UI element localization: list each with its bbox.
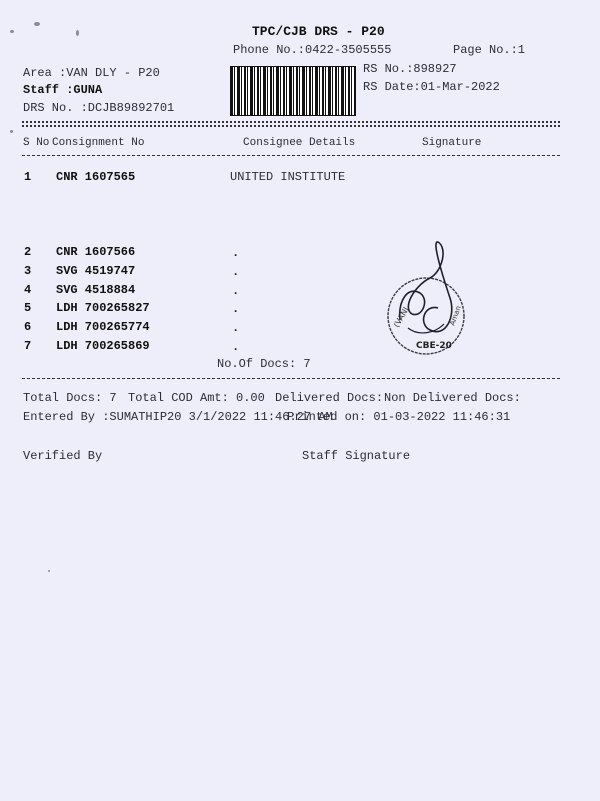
- area-label: Area :VAN DLY - P20: [23, 66, 160, 80]
- table-header-divider: [22, 155, 560, 156]
- row-3-sno: 3: [24, 264, 32, 278]
- row-4-sno: 4: [24, 283, 32, 297]
- row-1-consignment: CNR 1607565: [56, 170, 136, 184]
- total-cod-amount: Total COD Amt: 0.00: [128, 391, 265, 405]
- row-6-sno: 6: [24, 320, 32, 334]
- document-title: TPC/CJB DRS - P20: [252, 24, 385, 39]
- consignee-dot: .: [232, 302, 240, 316]
- row-7-consignment: LDH 700265869: [56, 339, 150, 353]
- stamp-text-side: Aman: [448, 304, 463, 327]
- scan-speck: [76, 30, 79, 36]
- phone-number: Phone No.:0422-3505555: [233, 43, 392, 57]
- staff-signature: Staff Signature: [302, 449, 411, 463]
- stamp-text-bottom: CBE-20: [416, 341, 452, 351]
- staff-label: Staff :GUNA: [23, 83, 103, 97]
- row-2-consignment: CNR 1607566: [56, 245, 136, 259]
- rs-number: RS No.:898927: [363, 62, 457, 76]
- delivered-docs: Delivered Docs:: [275, 391, 384, 405]
- row-7-sno: 7: [24, 339, 32, 353]
- barcode: [230, 66, 356, 116]
- row-2-sno: 2: [24, 245, 32, 259]
- consignee-dot: .: [232, 246, 240, 260]
- col-signature-header: Signature: [422, 137, 482, 149]
- table-footer-divider: [22, 378, 560, 379]
- consignee-dot: .: [232, 340, 240, 354]
- drs-number: DRS No. :DCJB89892701: [23, 101, 175, 115]
- header-divider-2: [22, 125, 560, 127]
- scan-speck: [34, 22, 40, 26]
- row-3-consignment: SVG 4519747: [56, 264, 136, 278]
- verified-by: Verified By: [23, 449, 103, 463]
- entered-by: Entered By :SUMATHIP20 3/1/2022 11:46:27 AM: [23, 410, 333, 424]
- consignee-dot: .: [232, 284, 240, 298]
- no-of-docs: No.Of Docs: 7: [217, 357, 311, 371]
- consignee-dot: .: [232, 321, 240, 335]
- row-5-sno: 5: [24, 301, 32, 315]
- row-1-sno: 1: [24, 170, 32, 184]
- stamp-text-top: (VANI: [391, 305, 411, 329]
- col-consignee-header: Consignee Details: [243, 137, 356, 149]
- scan-speck: [10, 130, 13, 133]
- non-delivered-docs: Non Delivered Docs:: [384, 391, 521, 405]
- row-6-consignment: LDH 700265774: [56, 320, 150, 334]
- rs-date: RS Date:01-Mar-2022: [363, 80, 500, 94]
- col-sno-header: S No: [23, 137, 50, 149]
- row-5-consignment: LDH 700265827: [56, 301, 150, 315]
- row-4-consignment: SVG 4518884: [56, 283, 136, 297]
- scan-speck: [10, 30, 14, 33]
- header-divider: [22, 121, 560, 123]
- consignee-dot: .: [232, 265, 240, 279]
- delivery-stamp-signature: [378, 238, 478, 368]
- col-consignment-header: Consignment No: [52, 137, 145, 149]
- scan-speck: [48, 570, 50, 572]
- printed-on: Printed on: 01-03-2022 11:46:31: [287, 410, 511, 424]
- page-number: Page No.:1: [453, 43, 526, 57]
- row-1-consignee: UNITED INSTITUTE: [230, 170, 346, 184]
- total-docs: Total Docs: 7: [23, 391, 117, 405]
